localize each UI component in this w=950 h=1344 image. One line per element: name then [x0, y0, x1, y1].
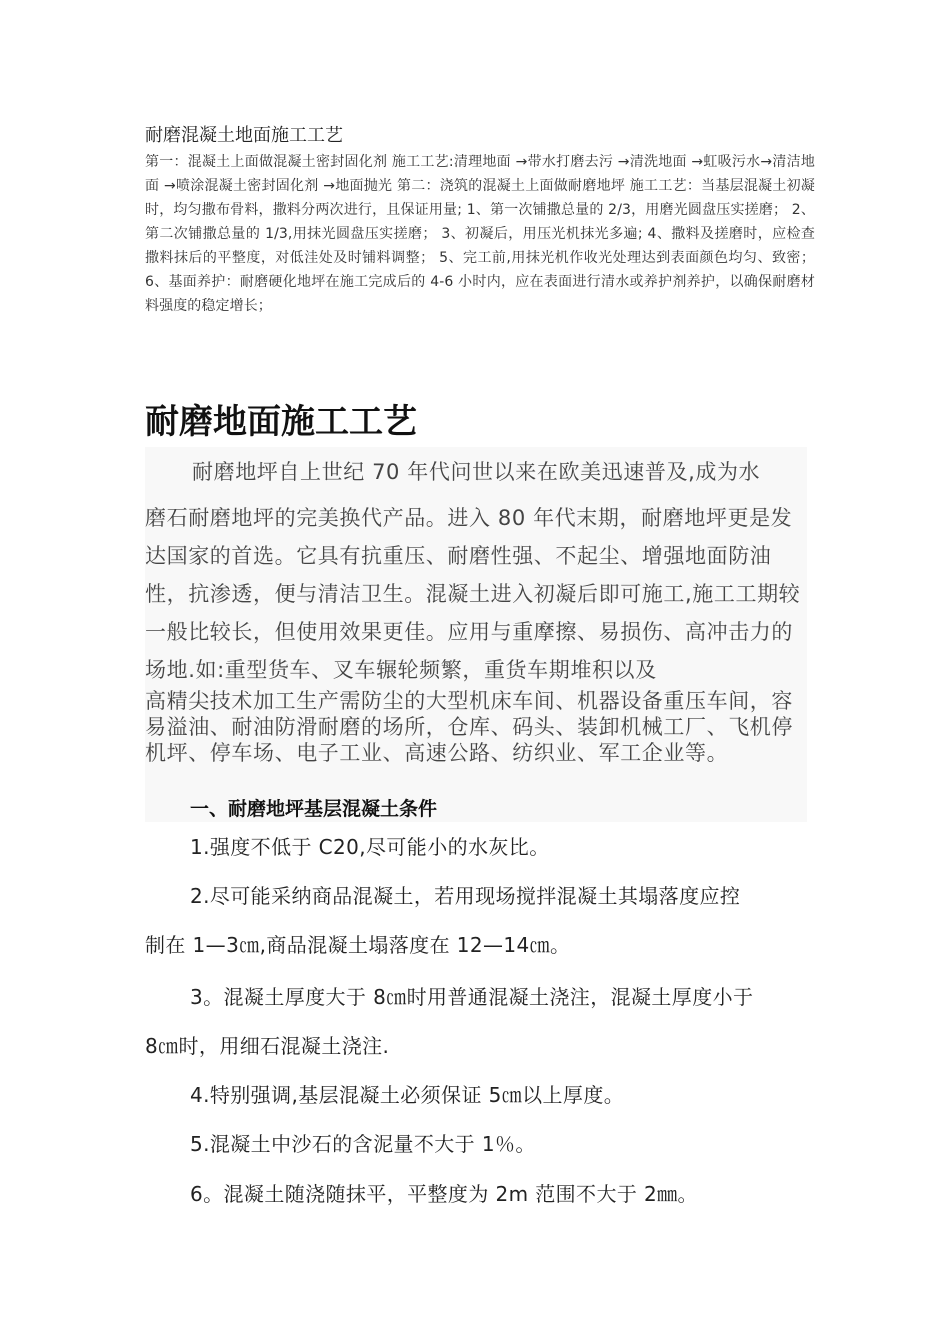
condition-item: 制在 1—3㎝,商品混凝土塌落度在 12—14㎝。 — [145, 933, 571, 957]
conditions-title: 一、耐磨地坪基层混凝土条件 — [190, 798, 438, 820]
section1-body: 第一：混凝土上面做混凝土密封固化剂 施工工艺:清理地面 →带水打磨去污 →清洗地面 →虹吸污水→清洁地面 →喷涂混凝土密封固化剂 →地面抛光 第二：浇筑的混凝土上面做耐磨地坪 施工工艺：当基层混凝土初凝时，均匀撒布骨料，撒料分两次进行，且保证用量; 1、第一次铺撒总量的 2/3，用磨光圆盘压实搓磨； 2、第二次铺撒总量的 1/3,用抹光圆盘压实搓磨； 3、初凝后，用压光机抹光多遍; 4、撒料及搓磨时，应检查撒料抹后的平整度，对低洼处及时铺料调整； 5、完工前,用抹光机作收光处理达到表面颜色均匀、致密； 6、基面养护：耐磨硬化地坪在施工完成后的 4-6 小时内，应在表面进行清水或养护剂养护，以确保耐磨材料强度的稳定增长； — [145, 154, 815, 314]
intro-tail: 高精尖技术加工生产需防尘的大型机床车间、机器设备重压车间，容易溢油、耐油防滑耐磨的场所，仓库、码头、装卸机械工厂、飞机停机坪、停车场、电子工业、高速公路、纺织业、军工企业等。 — [145, 689, 793, 765]
section1-title: 耐磨混凝土地面施工工艺 — [145, 125, 343, 146]
condition-item: 1.强度不低于 C20,尽可能小的水灰比。 — [190, 835, 550, 859]
condition-item: 4.特别强调,基层混凝土必须保证 5㎝以上厚度。 — [190, 1083, 625, 1107]
section2-title: 耐磨地面施工工艺 — [145, 402, 417, 442]
condition-item: 8㎝时，用细石混凝土浇注. — [145, 1034, 390, 1058]
intro-line-1: 耐磨地坪自上世纪 70 年代问世以来在欧美迅速普及,成为水 — [192, 460, 761, 484]
condition-item: 2.尽可能采纳商品混凝土，若用现场搅拌混凝土其塌落度应控 — [190, 884, 741, 908]
intro-body: 磨石耐磨地坪的完美换代产品。进入 80 年代末期，耐磨地坪更是发达国家的首选。它具有抗重压、耐磨性强、不起尘、增强地面防油性，抗渗透，便与清洁卫生。混凝土进入初凝后即可施工,施工工期较一般比较长，但使用效果更佳。应用与重摩擦、易损伤、高冲击力的场地.如:重型货车、叉车辗轮频繁，重货车期堆积以及 — [145, 506, 801, 682]
condition-item: 3。混凝土厚度大于 8㎝时用普通混凝土浇注，混凝土厚度小于 — [190, 985, 754, 1009]
intro-paragraph — [145, 447, 807, 766]
condition-item: 5.混凝土中沙石的含泥量不大于 1％。 — [190, 1132, 536, 1156]
condition-item: 6。混凝土随浇随抹平，平整度为 2m 范围不大于 2㎜。 — [190, 1182, 698, 1206]
